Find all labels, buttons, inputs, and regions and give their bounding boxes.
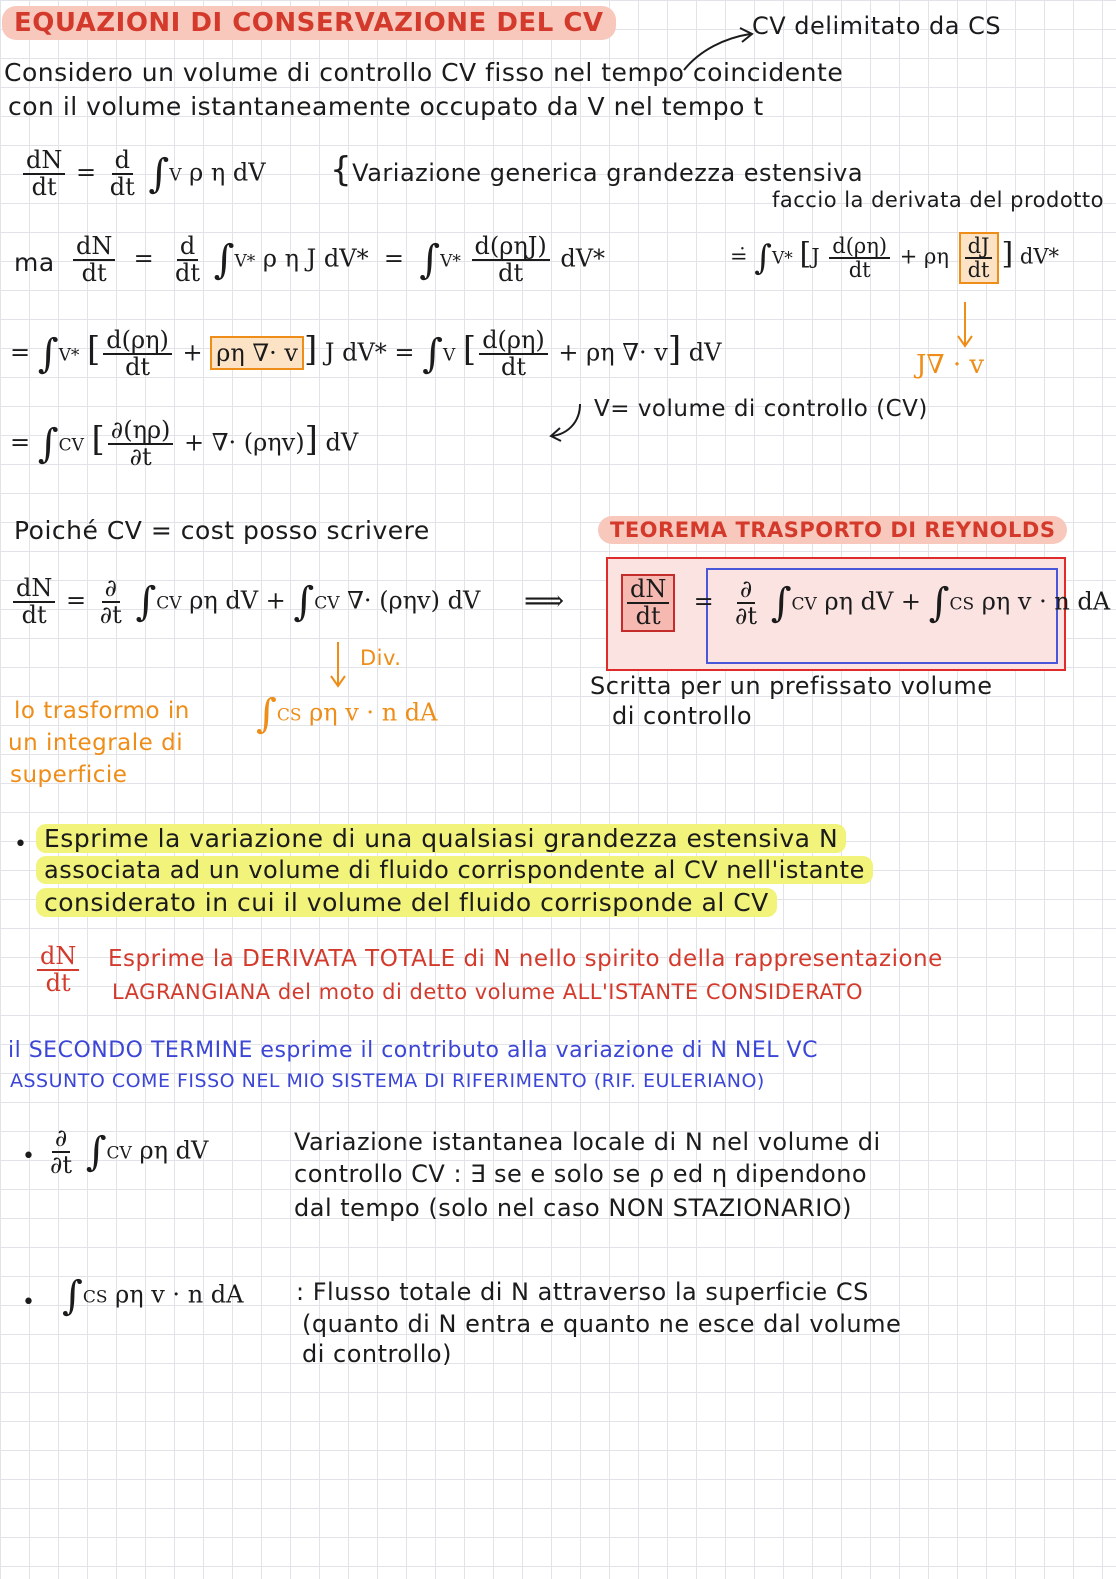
eq2-note: faccio la derivata del prodotto xyxy=(772,188,1104,212)
bullet2-formula: ∫CS ρη v · n dA xyxy=(62,1273,244,1319)
page-title: EQUAZIONI DI CONSERVAZIONE DEL CV xyxy=(2,6,616,40)
div-arrow xyxy=(328,640,348,692)
since-text: Poiché CV = cost posso scrivere xyxy=(14,516,430,545)
orange-note-2: un integrale di xyxy=(8,730,184,756)
surface-integral: ∫CS ρη v · n dA xyxy=(256,691,438,737)
blue-line-2: ASSUNTO COME FISSO NEL MIO SISTEMA DI RIFERIMENTO (RIF. EULERIANO) xyxy=(10,1070,765,1092)
div-label: Div. xyxy=(360,646,402,670)
orange-note-1: lo trasformo in xyxy=(14,698,190,724)
equation-line-5: $\frac{dN}{dt}$ = $\frac{\partial}{\partial t}$ ∫CV ρη dV + ∫CV ∇· (ρηv) dV xyxy=(10,576,480,628)
eq2-prefix: ma xyxy=(14,248,55,277)
bullet1-line-3: dal tempo (solo nel caso NON STAZIONARIO) xyxy=(294,1194,853,1222)
red-block-fraction: $\frac{dN}{dt}$ xyxy=(34,944,82,996)
arrow-to-orange-result xyxy=(950,300,980,352)
yellow-line-2: associata ad un volume di fluido corrispondente al CV nell'istante xyxy=(36,856,873,884)
implies-arrow: ⟹ xyxy=(524,584,565,617)
yellow-line-3: considerato in cui il volume del fluido corrisponde al CV xyxy=(36,888,777,917)
eq3-cv-note: V= volume di controllo (CV) xyxy=(594,396,928,422)
reynolds-caption-2: di controllo xyxy=(612,702,753,730)
blue-line-1: il SECONDO TERMINE esprime il contributo alla variazione di N NEL VC xyxy=(8,1038,818,1063)
arrow-cv-note xyxy=(546,400,586,442)
bullet-dot: • xyxy=(22,1290,35,1315)
intro-line-2: con il volume istantaneamente occupato da V nel tempo t xyxy=(8,92,764,121)
bullet1-formula: $\frac{\partial}{\partial t}$ ∫CV ρη dV xyxy=(50,1124,209,1180)
equation-product-rule: =̇ ∫V* [J $\frac{d(\rho\eta)}{dt}$ + ρη $\frac{dJ}{dt}$ ] dV* xyxy=(730,232,1059,284)
equation-line-4: = ∫CV [ $\frac{\partial(\eta\rho)}{\partial t}$ + ∇· (ρηv)] dV xyxy=(10,416,359,472)
reynolds-title: TEOREMA TRASPORTO DI REYNOLDS xyxy=(598,516,1067,544)
bullet-dot: • xyxy=(22,1144,35,1169)
eq1-comment: {Variazione generica grandezza estensiva xyxy=(330,150,864,190)
bullet2-line-2: (quanto di N entra e quanto ne esce dal volume xyxy=(302,1310,902,1338)
equation-dn-dt: $\frac{dN}{dt}$ = $\frac{d}{dt}$ ∫V ρ η dV xyxy=(20,148,266,200)
yellow-line-1: Esprime la variazione di una qualsiasi grandezza estensiva N xyxy=(36,824,846,853)
reynolds-equation: $\frac{dN}{dt}$ = $\frac{\partial}{\partial t}$ ∫CV ρη dV + ∫CS ρη v · n dA xyxy=(618,574,1110,632)
orange-note-3: superficie xyxy=(10,762,128,788)
cv-note: CV delimitato da CS xyxy=(752,12,1002,40)
bullet1-line-2: controllo CV : ∃ se e solo se ρ ed η dipendono xyxy=(294,1160,868,1188)
equation-jacobian: $\frac{dN}{dt}$ = $\frac{d}{dt}$ ∫V* ρ η J dV* = ∫V* $\frac{\text{d(ρηJ)}}{dt}$ dV* xyxy=(70,234,605,286)
equation-line-3: = ∫V* [ $\frac{d(\rho\eta)}{dt}$ + ρη ∇· v ] J dV* = ∫V [ $\frac{d(\rho\eta)}{dt}$ + ρη ∇· v] dV xyxy=(10,326,722,382)
reynolds-caption-1: Scritta per un prefissato volume xyxy=(590,672,993,700)
bullet1-line-1: Variazione istantanea locale di N nel volume di xyxy=(294,1128,881,1156)
bullet-dot: • xyxy=(14,832,27,857)
red-line-2: LAGRANGIANA del moto di detto volume ALL'ISTANTE CONSIDERATO xyxy=(112,980,864,1004)
intro-line-1: Considero un volume di controllo CV fisso nel tempo coincidente xyxy=(4,58,844,87)
orange-result: J∇ · v xyxy=(916,350,985,380)
red-line-1: Esprime la DERIVATA TOTALE di N nello spirito della rappresentazione xyxy=(108,946,943,972)
bullet2-line-1: : Flusso totale di N attraverso la superficie CS xyxy=(296,1278,869,1306)
bullet2-line-3: di controllo) xyxy=(302,1340,452,1368)
